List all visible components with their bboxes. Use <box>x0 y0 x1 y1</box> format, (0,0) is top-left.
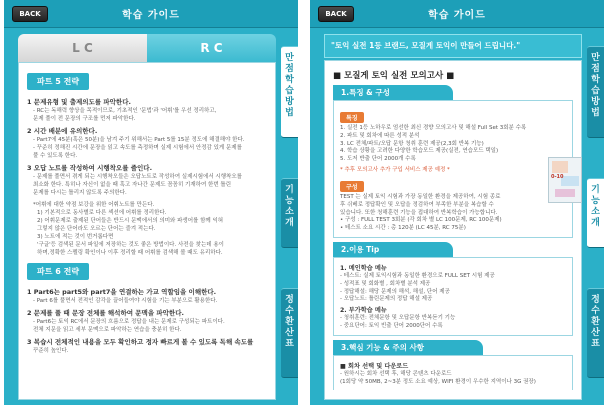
item-question: 2 시간 배분에 유의한다. <box>27 127 98 135</box>
back-button[interactable]: BACK <box>318 6 354 22</box>
cover-block <box>555 189 575 197</box>
book-cover-image <box>548 157 582 203</box>
guide-screen-features <box>310 0 604 405</box>
tip-line: *어휘에 대한 약점 보강을 위한 어휘노트를 만든다. <box>33 202 155 208</box>
item-desc: - Part7에 45분(혹은 50분)을 남겨 주기 위해서는 Part 5를 15분 정도에 해결해야 한다. <box>33 137 245 143</box>
book-label: 0-10 <box>551 174 564 180</box>
caution-title: ■ 회차 선택 및 다운로드 <box>340 362 409 370</box>
caution-box <box>333 355 573 391</box>
features-box <box>333 100 573 238</box>
sub-menu-item: - 청취훈련: 전체문항 및 오답문항 반복듣기 기능 <box>340 315 456 322</box>
menu-item: - 테스트: 실제 토익시험과 동일한 환경으로 FULL SET 시험 제공 <box>340 272 495 279</box>
headline-banner: "토익 실전 1등 브랜드, 모질게 토익이 만들어 드립니다." <box>324 34 582 58</box>
features-pill: 특징 <box>340 112 364 123</box>
tip-line: 2) 어휘문제로 출제된 단어들은 반드시 문맥에서의 의미와 파생어를 함께 익혀 <box>37 218 224 224</box>
sub-menu-title: 2. 부가학습 메뉴 <box>340 307 387 315</box>
caution-item: - 원하시는 회차 선택 후, 해당 콘텐츠 다운로드 <box>340 370 452 377</box>
tip-line: 하며,정확한 스펠링 확인이나 이후 정리할 때 어휘를 검색해 볼 때도 유리하다. <box>37 250 223 256</box>
tip-line: 그렇지 않은 단어라도 오르는 단어는 즐겨 적는다. <box>37 226 156 232</box>
side-tab-method[interactable]: 만점학습방법 <box>281 46 298 138</box>
composition-line: TEST 는 실제 토익 시험과 가장 동일한 환경을 제공하여, 시험 종료 <box>340 193 501 200</box>
section-tab-caution: 3.핵심 기능 & 주의 사항 <box>333 340 483 355</box>
feature-item: 4. 학습 상황을 고려한 다양한 학습모드 제공(실전, 연습모드 택일) <box>340 148 499 155</box>
tab-rc[interactable]: R C <box>147 34 276 62</box>
item-desc: - Part 6를 풀면서 전적인 감각을 끌어들여야 시험을 기는 부분으로 활용한다. <box>33 298 218 304</box>
page-title: 학습 가이드 <box>122 10 180 21</box>
section-tab-features: 1.특징 & 구성 <box>333 85 453 100</box>
section-title: 파트 5 전략 <box>27 73 89 90</box>
item-desc: - RC는 독해력 향상을 목적이므로, 기초적인 '문법'과 '어휘'를 우선 정리하고, <box>33 108 217 114</box>
side-tab-score[interactable]: 정수환산표 <box>281 288 298 378</box>
caution-item: (1회당 약 50MB, 2~3분 정도 소요 예상, WIFI 환경이 우수한 지역이나 3G 권장) <box>340 378 536 385</box>
menu-item: - 오답노트: 틀린문제의 정답 해설 제공 <box>340 296 433 303</box>
menu-title: 1. 메인학습 메뉴 <box>340 264 387 272</box>
tip-line: '구글'등 검색된 문서 파일에 저장하는 것도 좋은 방법이다. 사전을 찾는데 용이 <box>37 242 224 248</box>
back-button[interactable]: BACK <box>12 6 48 22</box>
item-desc: - 문제를 풀면서 겪게 되는 시행착오들은 오답노트로 작성하여 실제시험에서 시행착오를 <box>33 174 242 180</box>
composition-line: 후 쉬베로 정답확인 및 오답을 정검하여 부족한 부분을 복습할 수 <box>340 201 494 208</box>
side-tab-features[interactable]: 기능소개 <box>587 178 604 248</box>
side-tab-features[interactable]: 기능소개 <box>281 178 298 248</box>
feature-item: 5. 도저 반출 단어 2000개 수록 <box>340 156 416 163</box>
content-panel <box>324 60 582 400</box>
top-bar <box>4 0 298 28</box>
menu-item: - 성적표 및 회화별 , 회차별 분석 제공 <box>340 280 431 287</box>
composition-line: 있습니다. 또한 청해훈련 기능을 접대하여 반복학습이 가능합니다. <box>340 209 498 216</box>
top-bar <box>310 0 604 28</box>
composition-line: • 구성 : FULL TEST 3회분 (각 회차 별 LC 100문제, RC 100문제) <box>340 217 502 224</box>
composition-line: • 테스트 소요 시간 : 총 120분 (LC 45분, RC 75분) <box>340 225 466 232</box>
tab-lc[interactable]: L C <box>18 34 147 62</box>
tip-line: 3) 노트에 적는 것이 번거롭다면 <box>37 234 114 240</box>
section-title: 파트 6 전략 <box>27 263 89 280</box>
feature-item: 1. 실전 1등 노하우로 엄선한 최신 경향 모의고사 및 해설 Full Set 3회분 수록 <box>340 125 527 131</box>
lc-rc-tabs <box>18 34 276 62</box>
item-desc: 전체 지문을 읽고 세부 문맥으로 파악하는 연습을 충분히 한다. <box>33 327 182 333</box>
item-desc: 최소화 한다. 특히나 자신이 없을 때 혹고 자나간 문제도 꼼꼼히 기재하여 한번 틀린 <box>33 182 232 188</box>
item-question: 1 Part6는 part5와 part7을 연결하는 가교 역할임을 이해한다. <box>27 288 217 296</box>
side-tabs <box>587 46 604 380</box>
item-question: 1 문제유형 및 출제의도를 파악한다. <box>27 98 131 106</box>
item-desc: - 꾸준히 정해진 시간에 문장을 읽고 속도를 측정하며 실제 시험에서 안정감 있게 문제를 <box>33 145 242 151</box>
side-tab-method[interactable]: 만점학습방법 <box>587 46 604 138</box>
page-title: 학습 가이드 <box>428 10 486 21</box>
item-desc: 꾸준히 높인다. <box>33 348 69 354</box>
section-tab-tips: 2.이용 Tip <box>333 242 453 257</box>
side-tab-score[interactable]: 정수환산표 <box>587 288 604 378</box>
item-desc: - Part6는 토익 RC에서 문장의 흐름으로 정답을 내는 문제로 구성되는 파트이다. <box>33 319 225 325</box>
tip-line: 1) 기본적으로 동사별로 다른 섹션에 어휘를 정리한다. <box>37 210 167 216</box>
main-title: ■ 모질게 토익 실전 모의고사 ■ <box>333 71 455 81</box>
composition-pill: 구성 <box>340 181 364 192</box>
feature-item: 2. 파트 및 회차에 따른 성적 분석 <box>340 132 420 139</box>
feature-item: 3. LC 전체/파트/오답 문항 청취 훈련 제공(2,3회 반복 기능) <box>340 140 484 147</box>
content-panel <box>18 62 276 400</box>
item-desc: 풀 수 있도록 한다. <box>33 153 78 159</box>
sub-menu-item: - 중요단어: 토익 빈출 단어 2000단어 수록 <box>340 322 443 329</box>
tips-box <box>333 257 573 336</box>
menu-item: - 정답해설: 해당 문제의 해석, 해설, 단어 제공 <box>340 288 450 295</box>
item-question: 2 문제를 풀 때 문장 전체를 해석하여 문맥을 파악한다. <box>27 309 184 317</box>
side-tabs <box>281 46 298 380</box>
item-desc: 문제를 다시는 틀리지 않도록 주의한다. <box>33 190 127 196</box>
purchase-note: * 추후 모의고사 추가 구입 서비스 제공 예정 * <box>340 166 450 173</box>
item-question: 3 복습시 전체적인 내용을 모두 확인하고 정자 빠르게 볼 수 있도록 독해 속도를 <box>27 338 254 346</box>
item-question: 3 오답 노트를 작성하여 시행착오를 줄인다. <box>27 164 153 172</box>
item-desc: 문제 풀이 전 문장의 구조를 먼저 파악한다. <box>33 116 136 122</box>
guide-screen-rc <box>4 0 298 405</box>
cover-block <box>552 161 568 173</box>
